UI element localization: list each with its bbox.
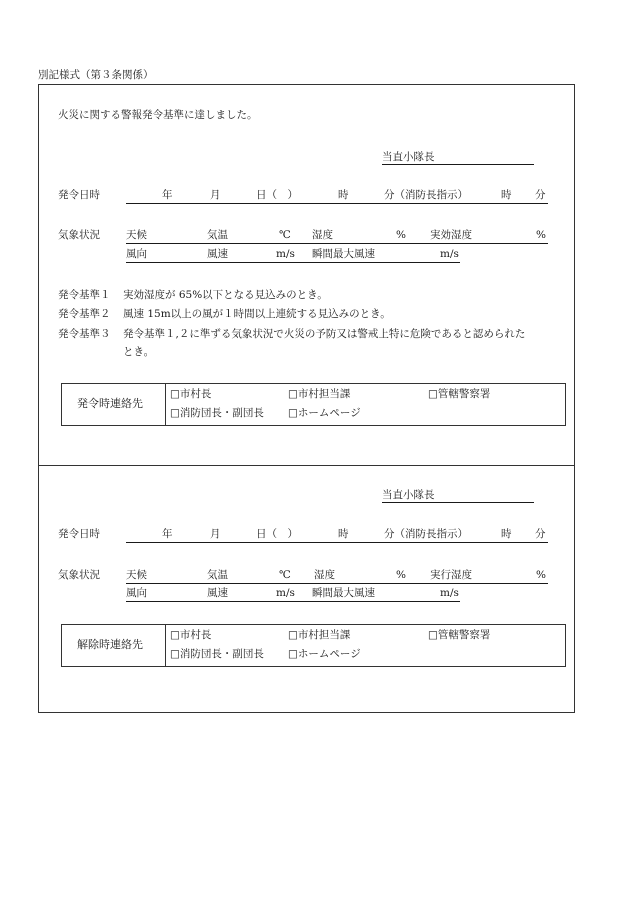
- humidity-field-2: 湿度: [314, 569, 335, 581]
- wind-dir-field-2: 風向: [126, 587, 147, 599]
- humidity-unit-2: %: [396, 569, 406, 581]
- release-fire-corps-checkbox[interactable]: □消防団長・副団長: [170, 648, 264, 660]
- eff-humidity-field: 実効湿度: [430, 229, 472, 241]
- exec-humidity-unit: %: [536, 569, 546, 581]
- wind-dir-field: 風向: [126, 248, 147, 260]
- gust-unit-2: m/s: [440, 587, 459, 599]
- contact-table-divider: [165, 384, 166, 425]
- contact-police-checkbox[interactable]: □管轄警察署: [428, 388, 491, 400]
- exec-humidity-field: 実行湿度: [430, 569, 472, 581]
- temp-unit: ℃: [279, 229, 291, 241]
- section-divider: [38, 465, 574, 466]
- month-label-2: 月: [210, 528, 221, 540]
- gust-field-2: 瞬間最大風速: [312, 587, 375, 599]
- contact-homepage-checkbox[interactable]: □ホームページ: [288, 407, 361, 419]
- temp-field-2: 気温: [207, 569, 228, 581]
- weather-underline[interactable]: [126, 243, 548, 244]
- criteria-2-text: 風速 15m以上の風が１時間以上連続する見込みのとき。: [123, 308, 391, 320]
- date-underline[interactable]: [126, 203, 548, 204]
- eff-humidity-unit: %: [536, 229, 546, 241]
- wind-underline-2[interactable]: [126, 601, 460, 602]
- officer-signature-line-2[interactable]: [382, 502, 534, 503]
- date-underline-2[interactable]: [126, 542, 548, 543]
- release-mayor-checkbox[interactable]: □市村長: [170, 629, 212, 641]
- weather-field-2: 天候: [126, 569, 147, 581]
- date-label-2: 発令日時: [58, 528, 100, 540]
- humidity-unit: %: [396, 229, 406, 241]
- weather-label-2: 気象状況: [58, 569, 100, 581]
- officer-label: 当直小隊長: [382, 151, 435, 163]
- wind-speed-field-2: 風速: [207, 587, 228, 599]
- intro-text: 火災に関する警報発令基準に達しました。: [58, 109, 258, 121]
- year-label-2: 年: [162, 528, 173, 540]
- criteria-3-label: 発令基準３: [58, 328, 111, 340]
- wind-unit: m/s: [276, 248, 295, 260]
- contact-municipal-dept-checkbox[interactable]: □市村担当課: [288, 388, 351, 400]
- minute2-label-2: 分: [535, 528, 546, 540]
- minute-chief-label-2: 分（消防長指示）: [384, 528, 468, 540]
- criteria-1-label: 発令基準１: [58, 289, 111, 301]
- wind-unit-2: m/s: [276, 587, 295, 599]
- month-label: 月: [210, 189, 221, 201]
- year-label: 年: [162, 189, 173, 201]
- gust-unit: m/s: [440, 248, 459, 260]
- date-label: 発令日時: [58, 189, 100, 201]
- temp-field: 気温: [207, 229, 228, 241]
- officer-label-2: 当直小隊長: [382, 489, 435, 501]
- criteria-3-text: 発令基準１,２に準ずる気象状況で火災の予防又は警戒上特に危険であると認められた: [123, 328, 526, 340]
- release-homepage-checkbox[interactable]: □ホームページ: [288, 648, 361, 660]
- wind-underline[interactable]: [126, 262, 460, 263]
- criteria-1-text: 実効湿度が 65%以下となる見込みのとき。: [123, 289, 328, 301]
- release-municipal-dept-checkbox[interactable]: □市村担当課: [288, 629, 351, 641]
- day-label-2: 日（ ）: [256, 528, 298, 540]
- contact-mayor-checkbox[interactable]: □市村長: [170, 388, 212, 400]
- form-label: 別記様式（第３条関係）: [38, 69, 154, 81]
- release-police-checkbox[interactable]: □管轄警察署: [428, 629, 491, 641]
- weather-field: 天候: [126, 229, 147, 241]
- contact-label: 発令時連絡先: [77, 397, 143, 410]
- hour-label-2: 時: [338, 528, 349, 540]
- temp-unit-2: ℃: [279, 569, 291, 581]
- humidity-field: 湿度: [312, 229, 333, 241]
- hour2-label: 時: [501, 189, 512, 201]
- weather-underline-2[interactable]: [126, 583, 548, 584]
- day-label: 日（ ）: [256, 189, 298, 201]
- contact-fire-corps-checkbox[interactable]: □消防団長・副団長: [170, 407, 264, 419]
- gust-field: 瞬間最大風速: [312, 248, 375, 260]
- criteria-3-text-cont: とき。: [123, 346, 155, 358]
- weather-label: 気象状況: [58, 229, 100, 241]
- officer-signature-line[interactable]: [382, 164, 534, 165]
- minute2-label: 分: [535, 189, 546, 201]
- wind-speed-field: 風速: [207, 248, 228, 260]
- contact-table-divider-2: [165, 625, 166, 666]
- criteria-2-label: 発令基準２: [58, 308, 111, 320]
- release-contact-label: 解除時連絡先: [77, 638, 143, 651]
- hour2-label-2: 時: [501, 528, 512, 540]
- hour-label: 時: [338, 189, 349, 201]
- minute-chief-label: 分（消防長指示）: [384, 189, 468, 201]
